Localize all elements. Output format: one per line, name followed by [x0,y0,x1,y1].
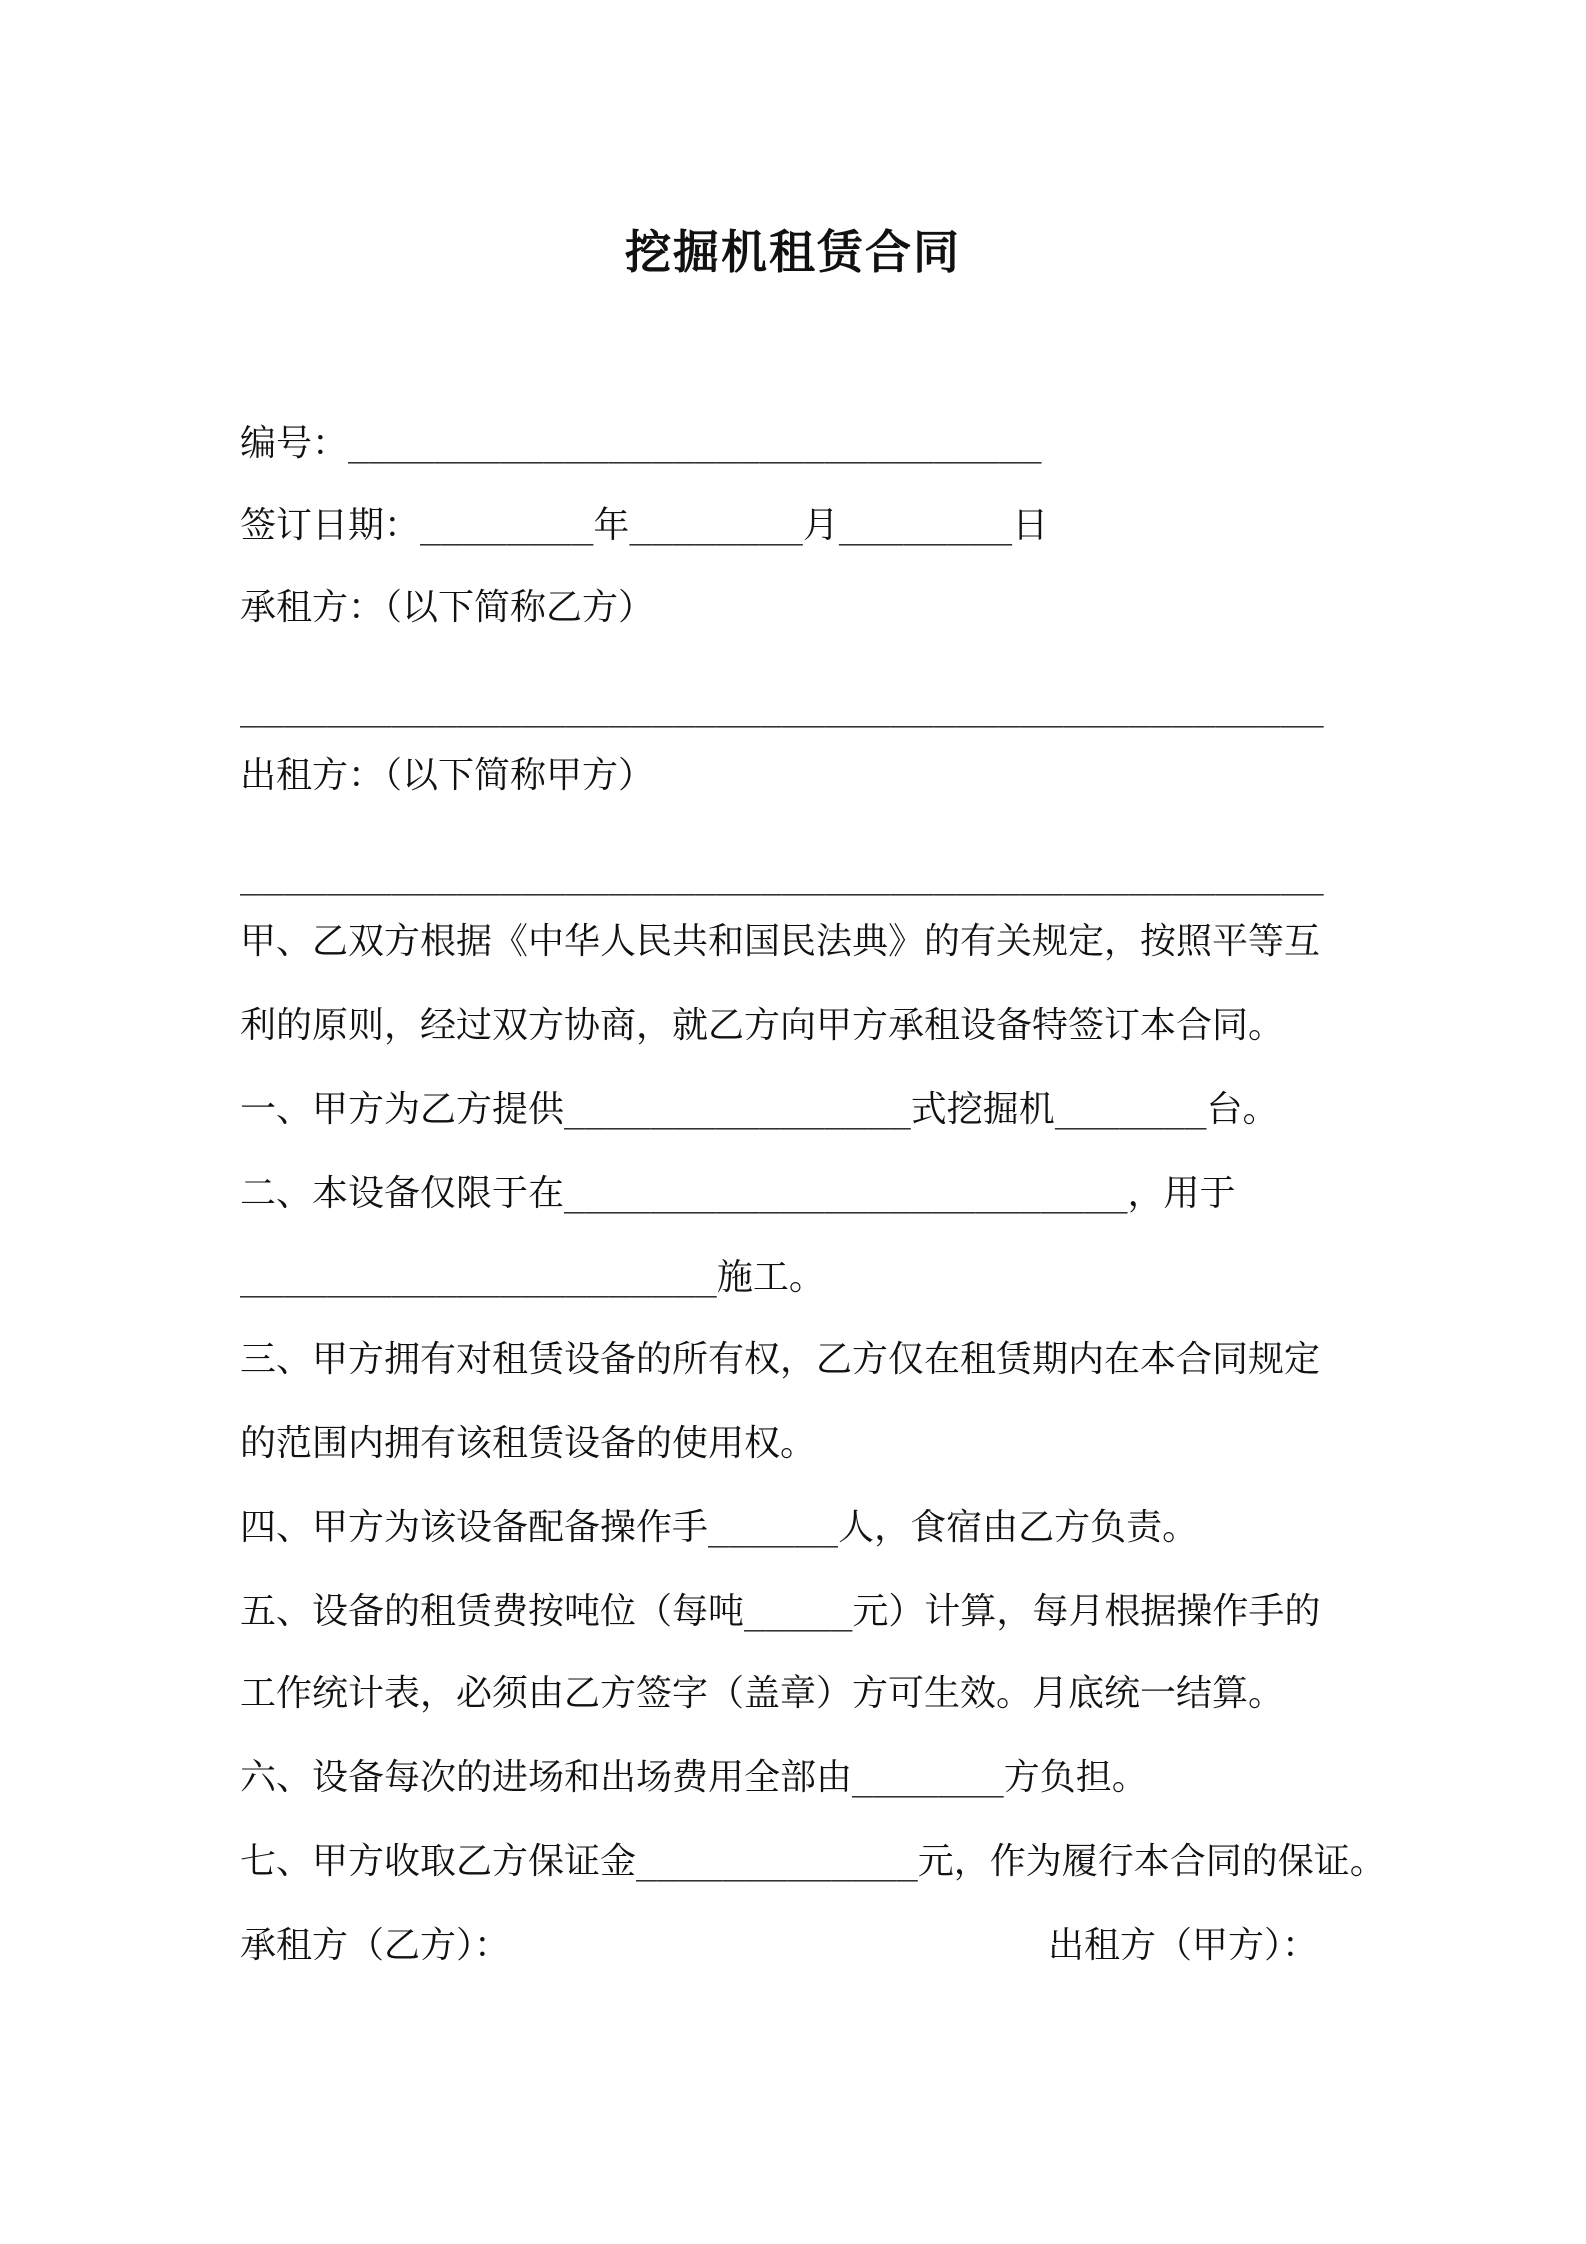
clause-4-text-b: 人，食宿由乙方负责。 [838,1507,1199,1548]
contract-number-line [240,420,1042,468]
lessor-blank[interactable]: __________________________________________________ [240,855,1324,896]
month-label: 月 [802,505,839,546]
clause-6-text-a: 六、设备每次的进场和出场费用全部由 [240,1757,853,1798]
transport-party-blank[interactable]: _______ [852,1757,1004,1798]
clause-5-text-a: 五、设备的租赁费按吨位（每吨 [240,1591,745,1632]
date-label: 签订日期： [240,505,421,546]
lessor-signature-label: 出租方（甲方）： [1048,1925,1319,1966]
lessee-label-line [240,584,654,632]
lessee-blank-line [240,684,1324,732]
clause-7-text-b: 元，作为履行本合同的保证。 [917,1841,1386,1882]
clause-6 [240,1754,1148,1802]
sign-date-line [240,502,1048,550]
model-blank[interactable]: ________________ [564,1089,911,1130]
quantity-blank[interactable]: _______ [1054,1089,1207,1130]
intro-line-2: 利的原则，经过双方协商，就乙方向甲方承租设备特签订本合同。 [240,1005,1285,1046]
clause-2-line-2 [240,1254,825,1302]
clause-2-line-1 [240,1170,1236,1218]
month-blank[interactable]: ________ [629,505,803,546]
location-blank[interactable]: __________________________ [564,1173,1128,1214]
clause-4 [240,1504,1198,1552]
lessor-label-line [240,752,654,800]
clause-5-line-1 [240,1588,1320,1636]
operator-count-blank[interactable]: ______ [708,1507,839,1548]
clause-2-text-b: ，用于 [1127,1173,1236,1214]
day-blank[interactable]: ________ [838,505,1013,546]
year-blank[interactable]: ________ [420,505,594,546]
lessee-signature-label: 承租方（乙方）： [240,1925,511,1966]
clause-2-text-a: 二、本设备仅限于在 [240,1173,565,1214]
clause-4-text-a: 四、甲方为该设备配备操作手 [240,1507,709,1548]
deposit-blank[interactable]: _____________ [636,1841,918,1882]
lessee-blank[interactable]: __________________________________________________ [240,687,1324,728]
clause-2-text-c: 施工。 [716,1257,825,1298]
lessee-label: 承租方：（以下简称乙方） [240,587,655,628]
project-blank[interactable]: ______________________ [240,1257,717,1298]
signature-line [240,1922,1340,1970]
clause-5-text-b: 元）计算，每月根据操作手的 [852,1591,1321,1632]
lessor-blank-line [240,852,1324,900]
lessor-label: 出租方：（以下简称甲方） [240,755,655,796]
clause-1-text-b: 式挖掘机 [910,1089,1055,1130]
number-label: 编号： [240,423,349,464]
clause-3-line-2: 的范围内拥有该租赁设备的使用权。 [240,1423,817,1464]
day-label: 日 [1012,505,1049,546]
clause-1-text-c: 台。 [1206,1089,1279,1130]
year-label: 年 [593,505,630,546]
clause-5-line-2: 工作统计表，必须由乙方签字（盖章）方可生效。月底统一结算。 [240,1673,1285,1714]
number-blank[interactable]: ________________________________ [348,423,1042,464]
intro-line-1: 甲、乙双方根据《中华人民共和国民法典》的有关规定，按照平等互 [240,921,1321,962]
clause-6-text-b: 方负担。 [1003,1757,1148,1798]
price-per-ton-blank[interactable]: _____ [744,1591,853,1632]
clause-7 [240,1838,1386,1886]
document-title: 挖掘机租赁合同 [625,225,961,279]
clause-1-text-a: 一、甲方为乙方提供 [240,1089,565,1130]
clause-3-line-1: 三、甲方拥有对租赁设备的所有权，乙方仅在租赁期内在本合同规定 [240,1339,1321,1380]
clause-1 [240,1086,1279,1134]
clause-7-text-a: 七、甲方收取乙方保证金 [240,1841,637,1882]
